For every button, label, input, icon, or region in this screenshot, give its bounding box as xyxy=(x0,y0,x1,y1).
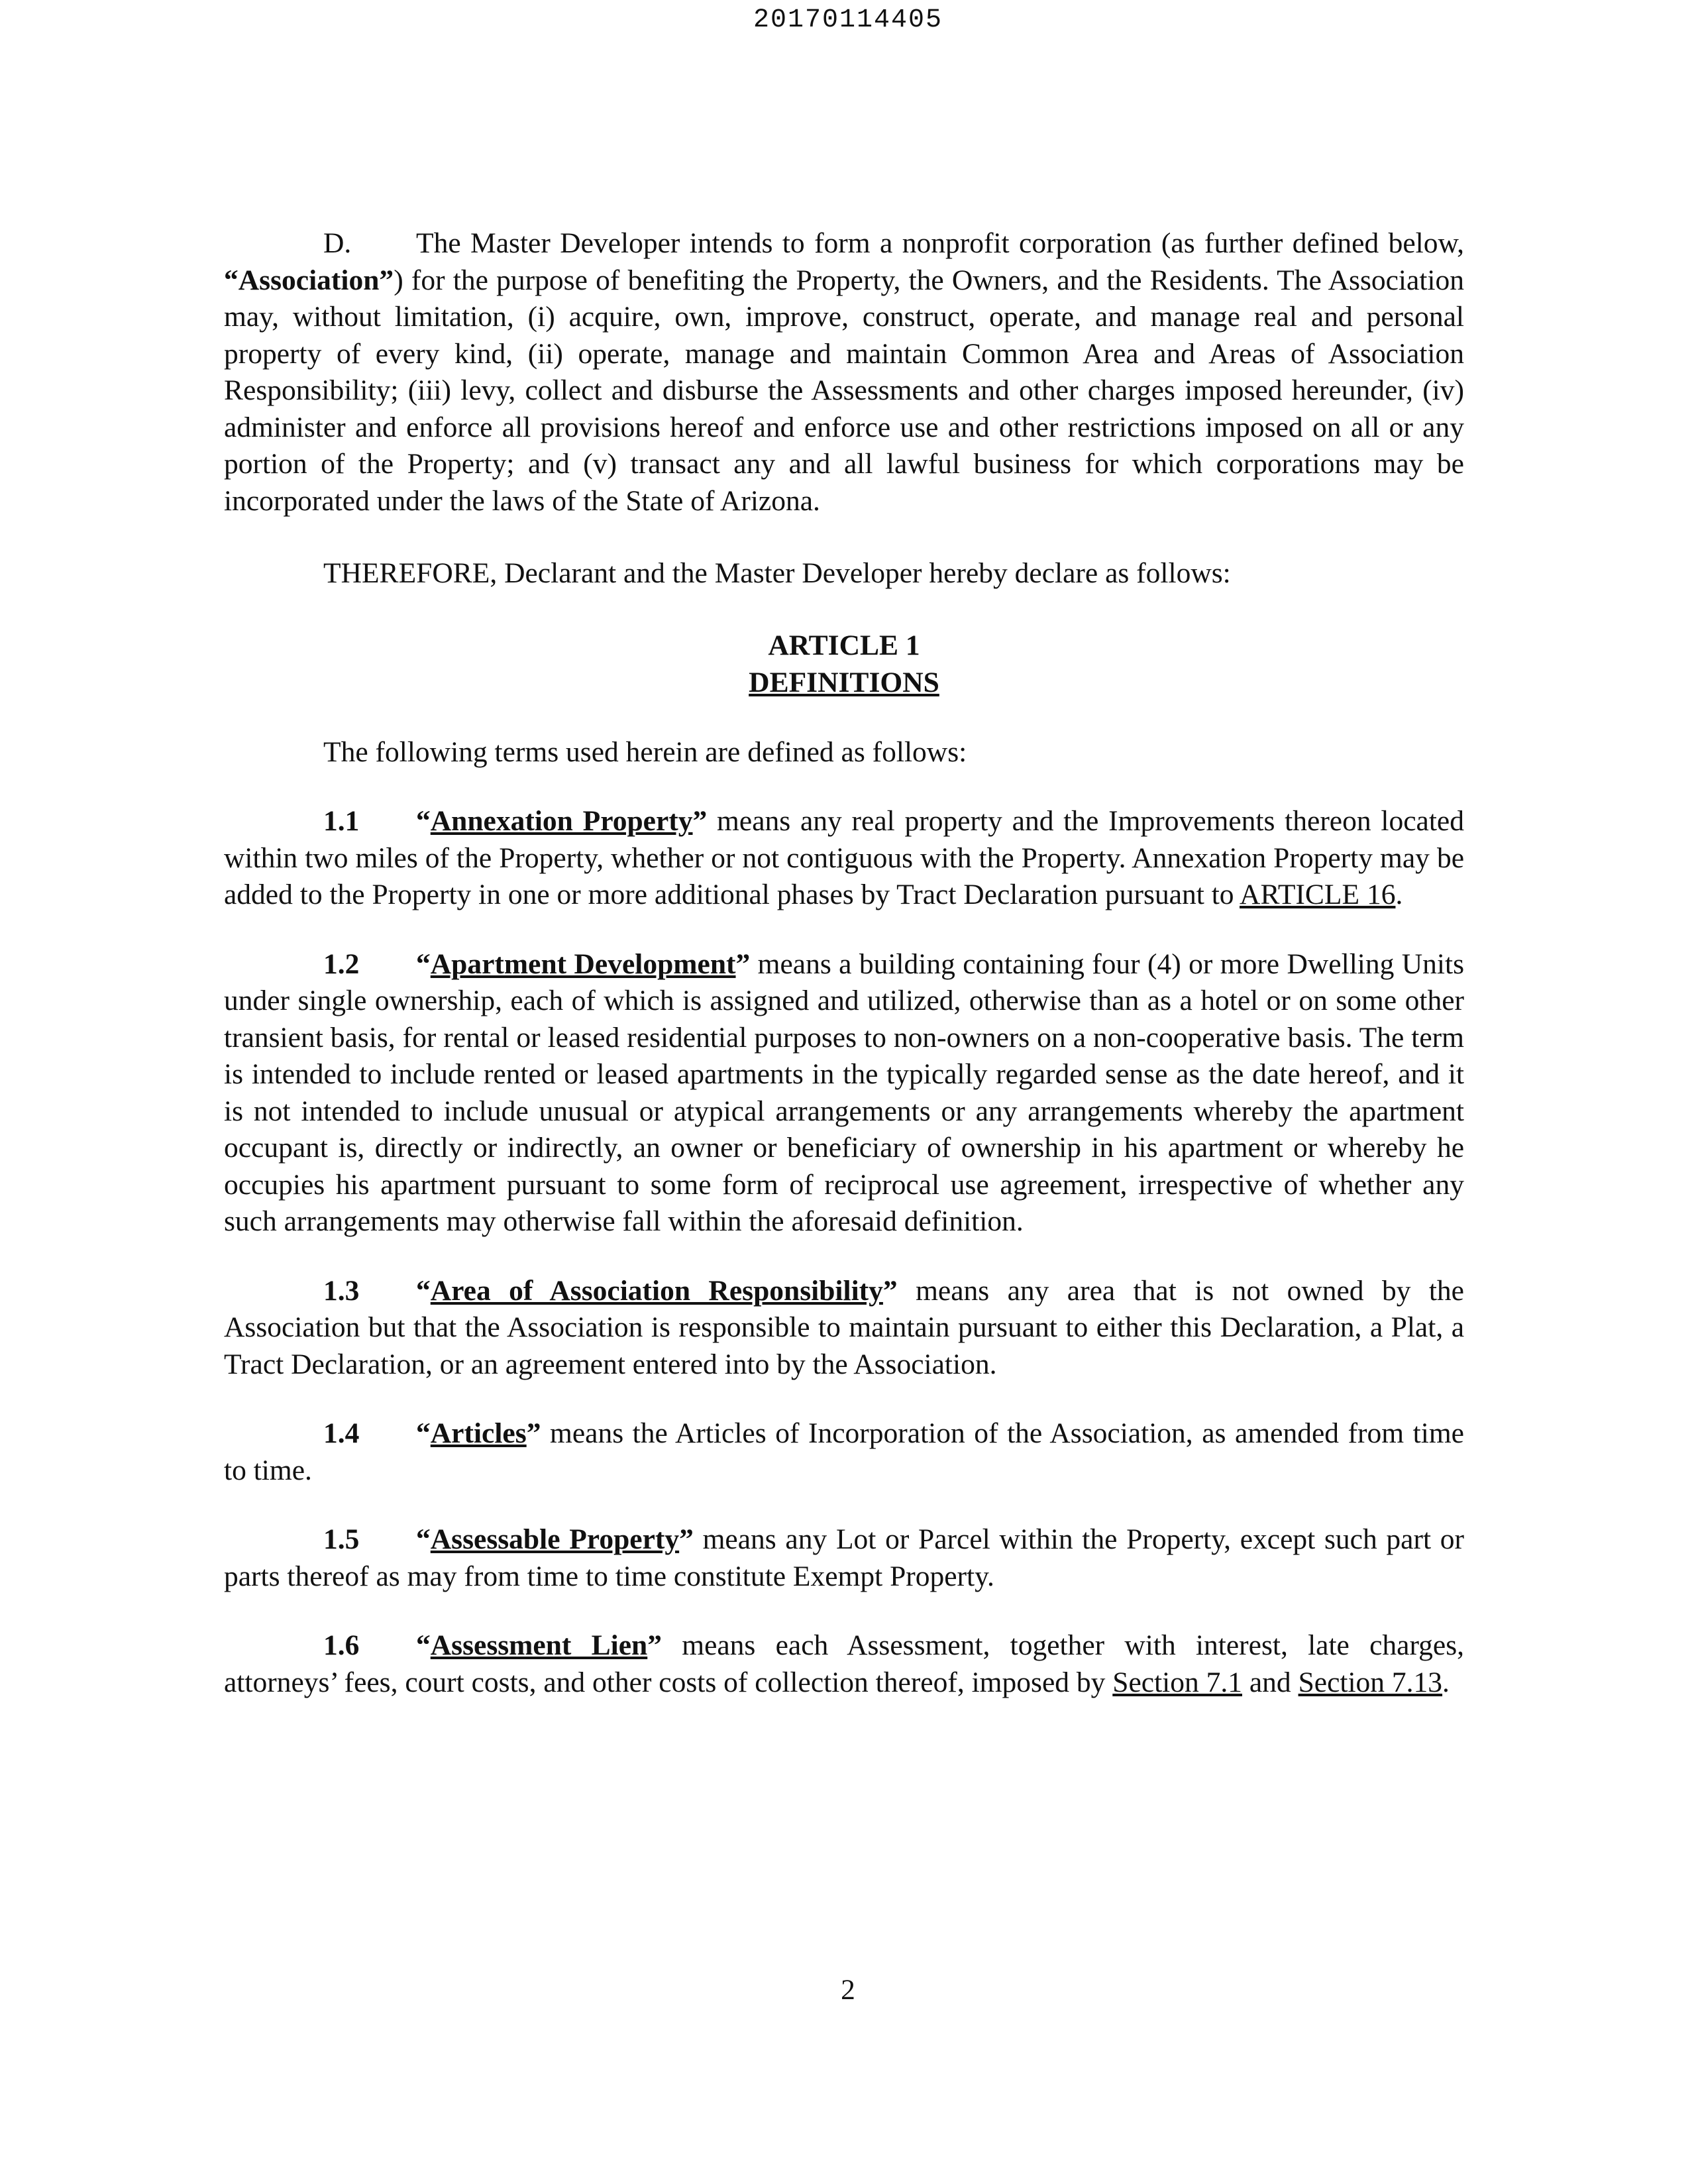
section-text: means a building containing four (4) or more Dwelling Units under single ownership, each of which is assigned and utilized, otherwise than as a hotel or on some other transient basis, for rental or leased residential purposes to non-owners on a non-cooperative basis. The term is intended to include rented or leased apartments in the typically regarded sense as the date hereof, and it is not intended to include unusual or atypical arrangements or any arrangements whereby the apartment occupant is, directly or indirectly, an owner or beneficiary of ownership in his apartment or whereby he occupies his apartment pursuant to some form of reciprocal use agreement, irrespective of whether any such arrangements may otherwise fall within the aforesaid definition. xyxy=(224,948,1465,1237)
defined-term: Apartment Development xyxy=(430,948,736,980)
section-1-1 xyxy=(224,803,1464,914)
section-text: means any area that is not owned by the Association but that the Association is responsible to maintain pursuant to either this Declaration, a Plat, a Tract Declaration, or an agreement entered into by the Association. xyxy=(224,1274,1464,1380)
section-number: 1.5 xyxy=(323,1523,360,1555)
defined-term: Assessable Property xyxy=(430,1523,680,1555)
defined-term: Articles xyxy=(430,1417,527,1449)
recital-defined-term: “Association” xyxy=(224,264,394,296)
defined-term: Annexation Property xyxy=(430,805,693,837)
recital-label: D. xyxy=(323,227,352,259)
defined-term: Area of Association Responsibility xyxy=(430,1274,883,1307)
open-quote: “ xyxy=(416,948,431,980)
page-content xyxy=(224,225,1464,1701)
section-number: 1.1 xyxy=(323,805,360,837)
open-quote: “ xyxy=(416,1523,431,1555)
cross-reference: Section 7.13 xyxy=(1298,1666,1443,1698)
section-text-end: . xyxy=(1442,1666,1450,1698)
section-1-4 xyxy=(224,1415,1464,1489)
section-text: means any Lot or Parcel within the Property, except such part or parts thereof as may from time to time constitute Exempt Property. xyxy=(224,1523,1464,1592)
definitions-intro: The following terms used herein are defined as follows: xyxy=(323,736,967,768)
cross-reference: Section 7.1 xyxy=(1112,1666,1242,1698)
therefore-paragraph: THEREFORE, Declarant and the Master Developer hereby declare as follows: xyxy=(323,557,1231,589)
section-1-2 xyxy=(224,946,1464,1240)
article-title-text: DEFINITIONS xyxy=(749,666,939,698)
open-quote: “ xyxy=(416,1417,431,1449)
section-number: 1.6 xyxy=(323,1629,360,1661)
open-quote: “ xyxy=(416,805,431,837)
section-text: means any real property and the Improvements thereon located within two miles of the Property, whether or not contiguous with the Property. Annexation Property may be added to the Property in one or more additional phases by Tract Declaration pursuant to xyxy=(224,805,1464,910)
section-text: means the Articles of Incorporation of the Association, as amended from time to time. xyxy=(224,1417,1464,1486)
open-quote: “ xyxy=(416,1629,431,1661)
section-1-3 xyxy=(224,1273,1464,1384)
recital-text-after: ) for the purpose of benefiting the Property, the Owners, and the Residents. The Association may, without limitation, (i) acquire, own, improve, construct, operate, and manage real and personal property of every kind, (ii) operate, manage and maintain Common Area and Areas of Association Responsibility; (iii) levy, collect and disburse the Assessments and other charges imposed hereunder, (iv) administer and enforce all provisions hereof and enforce use and other restrictions imposed on all or any portion of the Property; and (v) transact any and all lawful business for which corporations may be incorporated under the laws of the State of Arizona. xyxy=(224,264,1464,517)
defined-term: Assessment Lien xyxy=(430,1629,648,1661)
page-number: 2 xyxy=(841,1974,855,2006)
section-text: means each Assessment, together with interest, late charges, attorneys’ fees, court costs, and other costs of collection thereof, imposed by xyxy=(224,1629,1465,1698)
recital-text-before: The Master Developer intends to form a nonprofit corporation (as further defined below, xyxy=(416,227,1464,259)
document-number: 20170114405 xyxy=(753,5,943,35)
section-text-end: . xyxy=(1395,879,1403,910)
close-quote: ” xyxy=(679,1523,694,1555)
article-heading xyxy=(224,627,1464,701)
section-1-6 xyxy=(224,1627,1464,1701)
article-title xyxy=(224,664,1464,701)
close-quote: ” xyxy=(647,1629,662,1661)
section-number: 1.2 xyxy=(323,948,360,980)
section-1-5 xyxy=(224,1521,1464,1595)
close-quote: ” xyxy=(735,948,751,980)
section-number: 1.4 xyxy=(323,1417,360,1449)
recital-d-paragraph xyxy=(224,225,1464,519)
open-quote: “ xyxy=(416,1274,431,1307)
close-quote: ” xyxy=(882,1274,898,1307)
section-number: 1.3 xyxy=(323,1274,360,1307)
cross-reference: ARTICLE 16 xyxy=(1240,879,1396,910)
close-quote: ” xyxy=(526,1417,541,1449)
article-number: ARTICLE 1 xyxy=(768,629,920,661)
close-quote: ” xyxy=(692,805,708,837)
section-text-mid: and xyxy=(1242,1666,1298,1698)
